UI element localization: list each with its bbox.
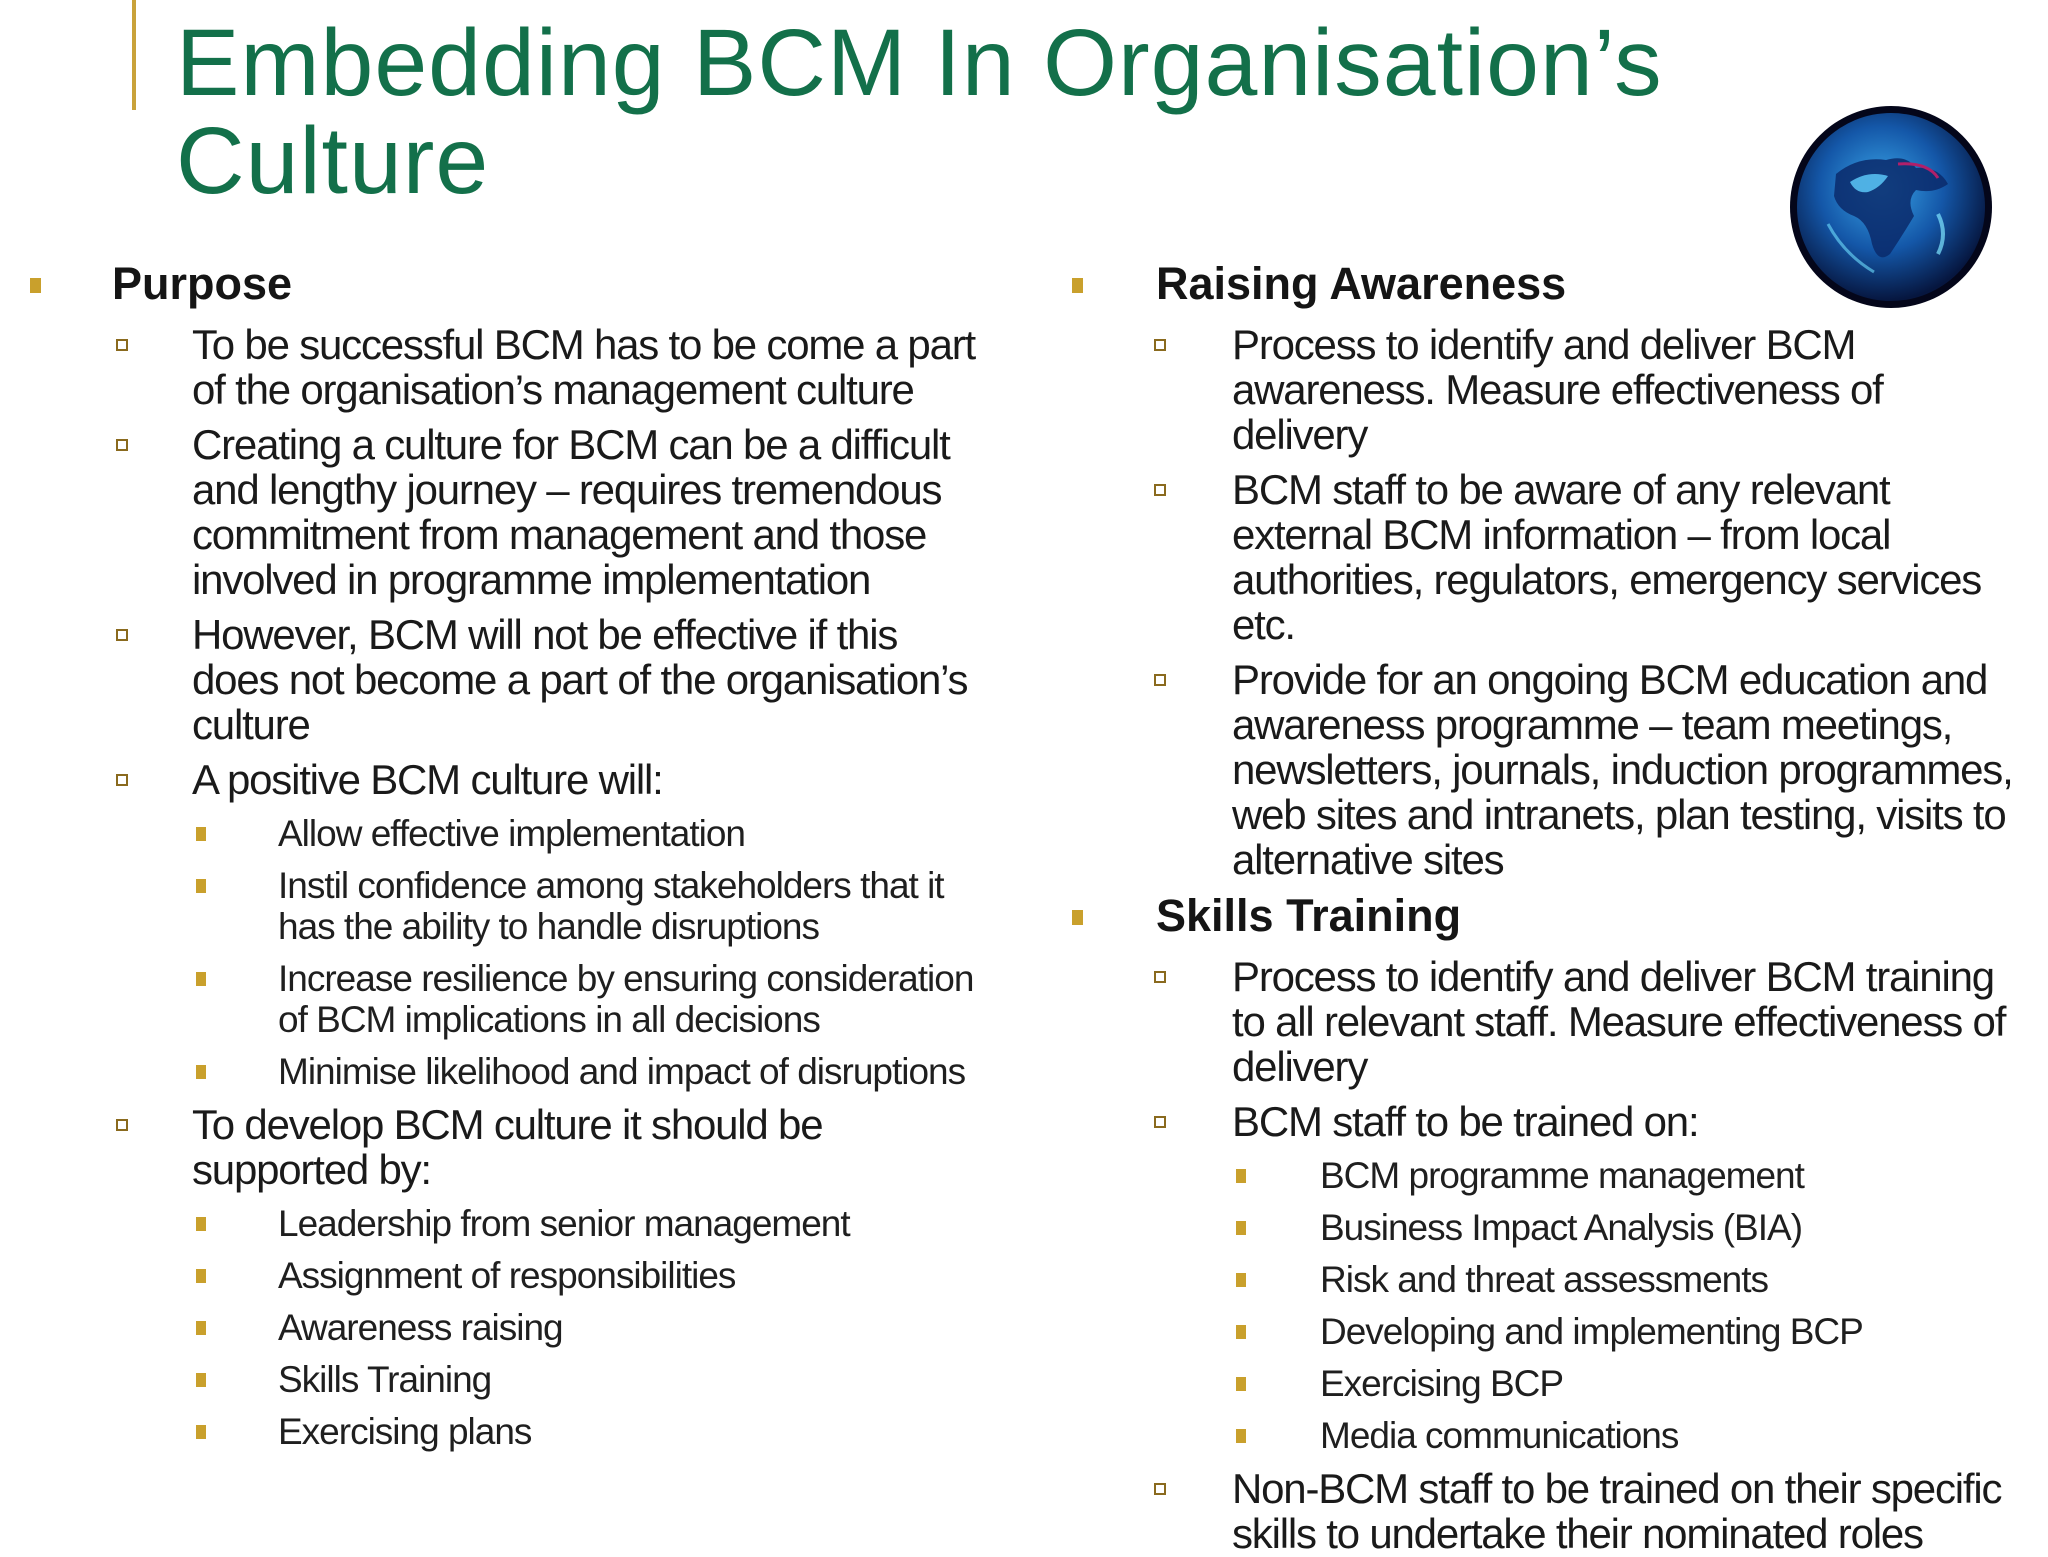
list-item xyxy=(24,422,984,602)
bullet-square-icon xyxy=(1236,1325,1246,1339)
sub-list-item-text: BCM programme management xyxy=(1320,1155,1804,1196)
list-item-text: To develop BCM culture it should be supported by: xyxy=(192,1101,823,1193)
list-item xyxy=(1064,467,2024,647)
bullet-square-icon xyxy=(1236,1429,1246,1443)
list-item xyxy=(1064,1099,2024,1144)
bullet-box-icon xyxy=(116,439,128,451)
sub-list-item xyxy=(24,865,984,947)
sub-list-item-text: Exercising plans xyxy=(278,1411,532,1452)
list-item-text: To be successful BCM has to be come a part of the organisation’s management culture xyxy=(192,321,975,413)
slide-title-line-1: Embedding BCM In Organisation’s xyxy=(176,10,1663,116)
list-item xyxy=(24,757,984,802)
sub-list-item xyxy=(24,1359,984,1400)
sub-list-item xyxy=(1064,1259,2024,1300)
bullet-square-icon xyxy=(196,972,206,986)
bullet-square-icon xyxy=(196,1321,206,1335)
list-item-text: A positive BCM culture will: xyxy=(192,756,663,803)
list-item xyxy=(1064,1466,2024,1556)
sub-list-item-text: Risk and threat assessments xyxy=(1320,1259,1769,1300)
bullet-square-icon xyxy=(196,1065,206,1079)
bullet-box-icon xyxy=(1154,1483,1166,1495)
bullet-square-icon xyxy=(196,1373,206,1387)
sub-list-item xyxy=(24,1307,984,1348)
list-item xyxy=(1064,322,2024,457)
list-item xyxy=(24,612,984,747)
skills-training-heading-text: Skills Training xyxy=(1156,890,1462,941)
sub-list-item-text: Business Impact Analysis (BIA) xyxy=(1320,1207,1803,1248)
sub-list-item xyxy=(24,958,984,1040)
list-item xyxy=(24,322,984,412)
sub-list-item xyxy=(1064,1155,2024,1196)
list-item xyxy=(1064,657,2024,882)
bullet-square-icon xyxy=(196,1425,206,1439)
bullet-square-icon xyxy=(196,827,206,841)
sub-list-item-text: Developing and implementing BCP xyxy=(1320,1311,1863,1352)
bullet-box-icon xyxy=(1154,339,1166,351)
purpose-heading-text: Purpose xyxy=(112,258,293,309)
sub-list-item-text: Assignment of responsibilities xyxy=(278,1255,736,1296)
sub-list-item xyxy=(24,1411,984,1452)
raising-awareness-heading xyxy=(1064,256,2024,312)
list-item-text: However, BCM will not be effective if this does not become a part of the organisation’s culture xyxy=(192,611,968,748)
left-column xyxy=(24,250,984,1452)
list-item-text: Non-BCM staff to be trained on their specific skills to undertake their nominated roles xyxy=(1232,1465,2002,1557)
bullet-square-icon xyxy=(1236,1169,1246,1183)
sub-list-item-text: Allow effective implementation xyxy=(278,813,746,854)
list-item-text: Provide for an ongoing BCM education and awareness programme – team meetings, newsletters, journals, induction programmes, web sites and intranets, plan testing, visits to alternative sites xyxy=(1232,656,2013,883)
sub-list-item-text: Exercising BCP xyxy=(1320,1363,1564,1404)
sub-list-item xyxy=(1064,1415,2024,1456)
sub-list-item-text: Increase resilience by ensuring consideration of BCM implications in all decisions xyxy=(278,958,974,1040)
sub-list-item-text: Leadership from senior management xyxy=(278,1203,850,1244)
list-item xyxy=(1064,954,2024,1089)
sub-list-item xyxy=(1064,1207,2024,1248)
list-item-text: BCM staff to be aware of any relevant external BCM information – from local authorities, regulators, emergency services etc. xyxy=(1232,466,1982,648)
bullet-box-icon xyxy=(1154,484,1166,496)
bullet-box-icon xyxy=(116,629,128,641)
purpose-heading xyxy=(24,256,984,312)
bullet-square-icon xyxy=(1236,1273,1246,1287)
bullet-square-icon xyxy=(30,278,41,293)
slide-title-line-2: Culture xyxy=(176,108,490,214)
sub-list-item-text: Awareness raising xyxy=(278,1307,563,1348)
bullet-box-icon xyxy=(1154,971,1166,983)
list-item-text: Creating a culture for BCM can be a difficult and lengthy journey – requires tremendous commitment from management and those involved in programme implementation xyxy=(192,421,950,603)
raising-awareness-heading-text: Raising Awareness xyxy=(1156,258,1567,309)
bullet-box-icon xyxy=(116,1119,128,1131)
bullet-square-icon xyxy=(196,1269,206,1283)
right-column xyxy=(1064,250,2024,1556)
sub-list-item xyxy=(1064,1311,2024,1352)
sub-list-item xyxy=(24,1051,984,1092)
bullet-box-icon xyxy=(116,774,128,786)
bullet-box-icon xyxy=(1154,674,1166,686)
list-item-text: Process to identify and deliver BCM awareness. Measure effectiveness of delivery xyxy=(1232,321,1883,458)
bullet-square-icon xyxy=(1236,1377,1246,1391)
sub-list-item xyxy=(1064,1363,2024,1404)
sub-list-item-text: Minimise likelihood and impact of disruptions xyxy=(278,1051,966,1092)
bullet-square-icon xyxy=(1072,910,1083,925)
sub-list-item xyxy=(24,1203,984,1244)
sub-list-item-text: Instil confidence among stakeholders that it has the ability to handle disruptions xyxy=(278,865,944,947)
slide-title xyxy=(176,10,1876,214)
sub-list-item xyxy=(24,1255,984,1296)
list-item-text: BCM staff to be trained on: xyxy=(1232,1098,1699,1145)
bullet-square-icon xyxy=(196,879,206,893)
list-item xyxy=(24,1102,984,1192)
bullet-square-icon xyxy=(196,1217,206,1231)
sub-list-item-text: Skills Training xyxy=(278,1359,492,1400)
sub-list-item xyxy=(24,813,984,854)
bullet-square-icon xyxy=(1072,278,1083,293)
bullet-box-icon xyxy=(116,339,128,351)
list-item-text: Process to identify and deliver BCM training to all relevant staff. Measure effectiveness of delivery xyxy=(1232,953,2006,1090)
skills-training-heading xyxy=(1064,888,2024,944)
title-accent-bar xyxy=(132,0,136,110)
bullet-square-icon xyxy=(1236,1221,1246,1235)
bullet-box-icon xyxy=(1154,1116,1166,1128)
sub-list-item-text: Media communications xyxy=(1320,1415,1679,1456)
